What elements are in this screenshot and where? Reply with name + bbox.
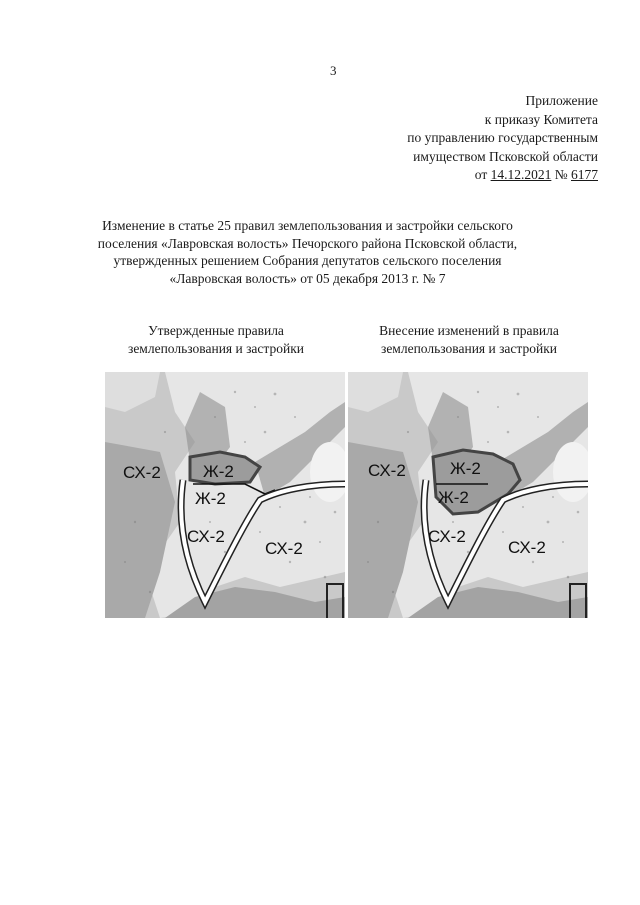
number-sign: № — [551, 167, 571, 182]
order-number: 6177 — [571, 167, 598, 182]
label-zh-upper: Ж-2 — [203, 462, 234, 481]
right-caption-line-1: Внесение изменений в правила — [379, 323, 559, 338]
right-caption-line-2: землепользования и застройки — [380, 341, 557, 356]
left-caption-line-1: Утвержденные правила — [148, 323, 284, 338]
label-sx-east: СХ-2 — [265, 539, 303, 558]
label-zh-lower: Ж-2 — [438, 488, 469, 507]
order-date: 14.12.2021 — [490, 167, 552, 182]
appendix-line-1: Приложение — [525, 93, 598, 108]
label-sx-east: СХ-2 — [508, 538, 546, 557]
proposed-changes-map — [348, 372, 588, 618]
title-line-4: «Лавровская волость» от 05 декабря 2013 г. № 7 — [169, 270, 446, 286]
title-line-3: утвержденных решением Собрания депутатов сельского поселения — [113, 253, 502, 268]
approved-rules-map — [105, 372, 345, 618]
appendix-date-line — [298, 166, 598, 185]
label-sx-center: СХ-2 — [428, 527, 466, 546]
label-sx-center: СХ-2 — [187, 527, 225, 546]
label-zh-upper: Ж-2 — [450, 459, 481, 478]
right-map-caption — [349, 322, 589, 358]
date-prefix: от — [474, 167, 491, 182]
appendix-line-3: по управлению государственным — [407, 130, 598, 145]
appendix-line-4: имуществом Псковской области — [413, 148, 598, 164]
left-map-caption — [96, 322, 336, 358]
label-zh-lower: Ж-2 — [195, 489, 226, 508]
appendix-line-2: к приказу Комитета — [484, 111, 598, 127]
label-sx-west: СХ-2 — [368, 461, 406, 480]
left-caption-line-2: землепользования и застройки — [127, 341, 304, 356]
page-number: 3 — [330, 63, 337, 78]
appendix-header — [298, 92, 598, 185]
title-line-1: Изменение в статье 25 правил землепользования и застройки сельского — [102, 218, 513, 233]
title-line-2: поселения «Лавровская волость» Печорского района Псковской области, — [97, 235, 518, 251]
document-title — [80, 217, 535, 287]
label-sx-west: СХ-2 — [123, 463, 161, 482]
